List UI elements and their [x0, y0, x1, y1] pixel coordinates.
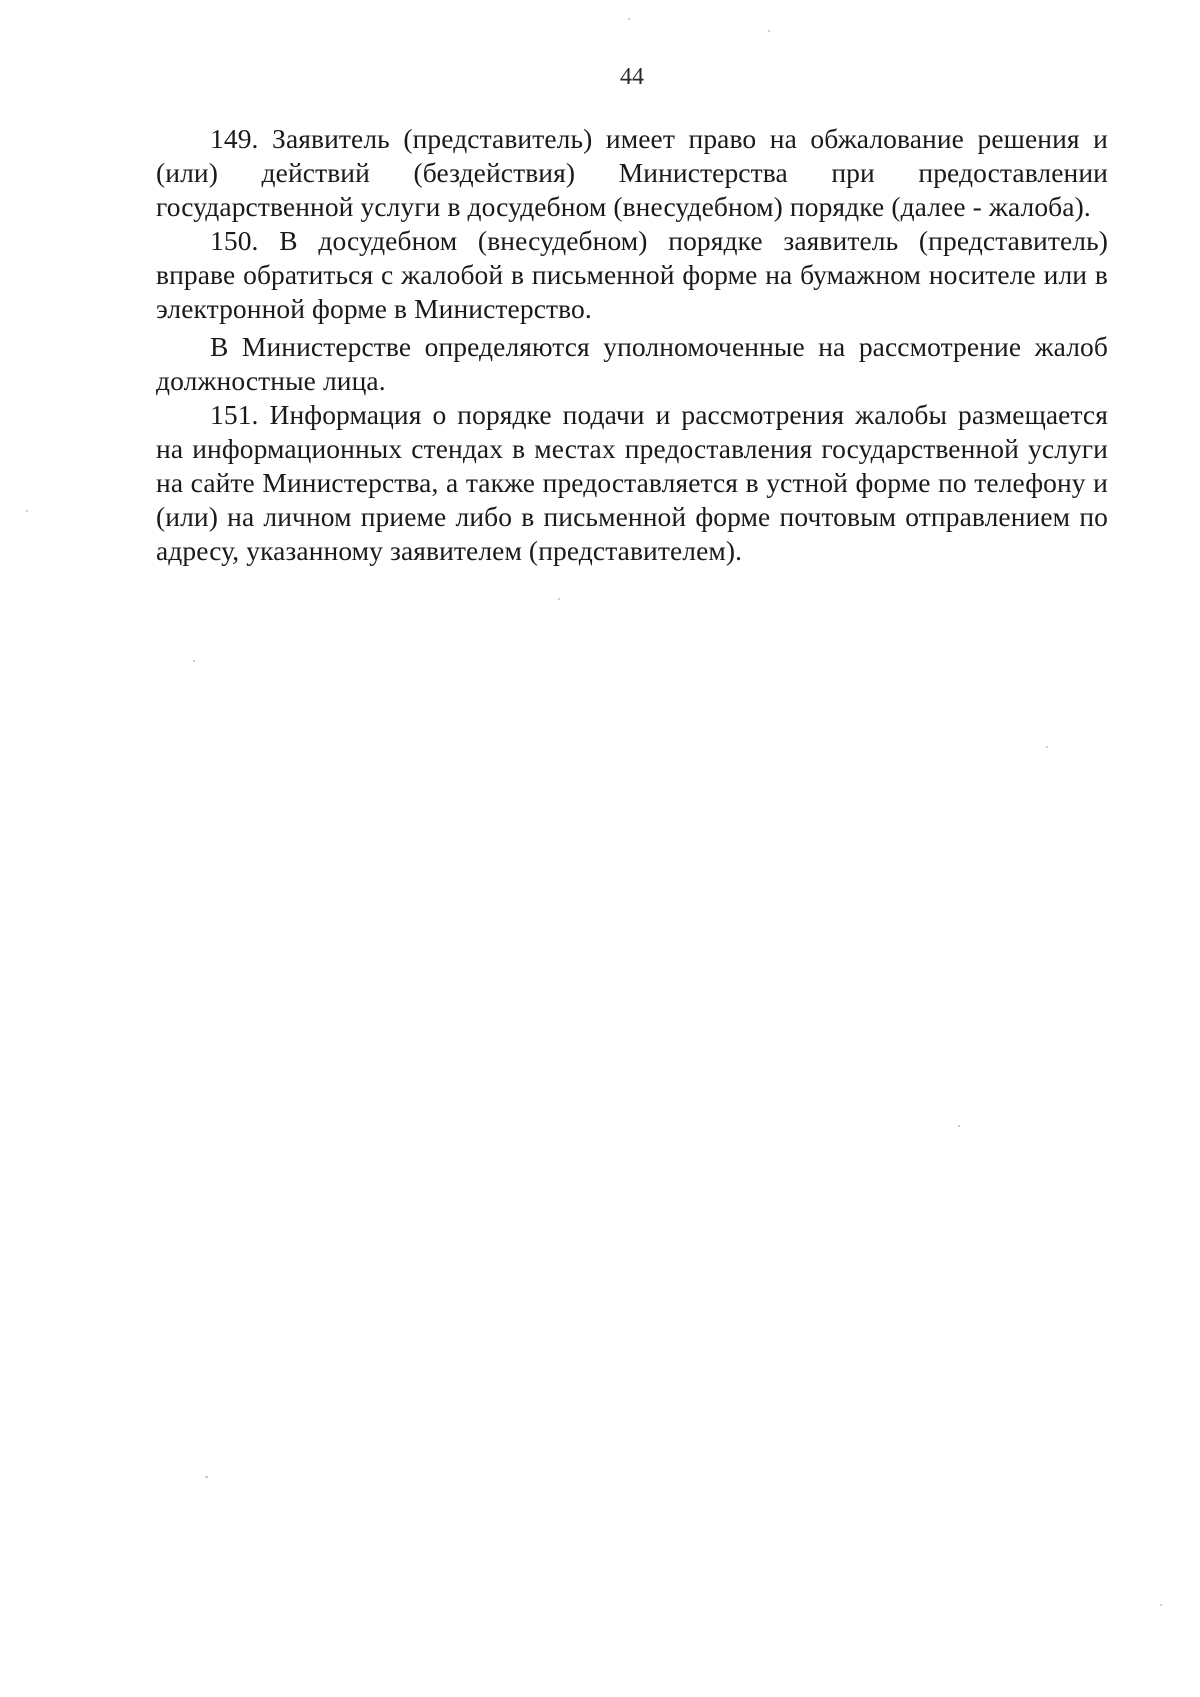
paragraph-officials: В Министерстве определяются уполномоченные на рассмотрение жалоб должностные лица.	[156, 331, 1108, 396]
scan-speck	[1046, 746, 1048, 748]
document-body	[156, 122, 1108, 568]
paragraph-149: 149. Заявитель (представитель) имеет право на обжалование решения и (или) действий (бездействия) Министерства при предоставлении государственной услуги в досудебном (внесудебном) порядке (далее - жалоба).	[156, 123, 1108, 222]
scan-speck	[558, 598, 560, 600]
paragraph-150: 150. В досудебном (внесудебном) порядке заявитель (представитель) вправе обратиться с жалобой в письменной форме на бумажном носителе или в электронной форме в Министерство.	[156, 225, 1108, 324]
scan-speck	[768, 30, 770, 32]
page-number: 44	[620, 64, 644, 90]
scan-speck	[958, 1125, 960, 1127]
scan-speck	[628, 18, 630, 20]
scan-speck	[26, 510, 28, 512]
scan-speck	[193, 660, 195, 662]
scan-speck	[205, 1476, 208, 1478]
scan-speck	[1160, 1604, 1162, 1606]
paragraph-151: 151. Информация о порядке подачи и рассмотрения жалобы размещается на информационных стендах в местах предоставления государственной услуги на сайте Министерства, а также предоставляется в устной форме по телефону и (или) на личном приеме либо в письменной форме почтовым отправлением по адресу, указанному заявителем (представителем).	[156, 399, 1108, 566]
